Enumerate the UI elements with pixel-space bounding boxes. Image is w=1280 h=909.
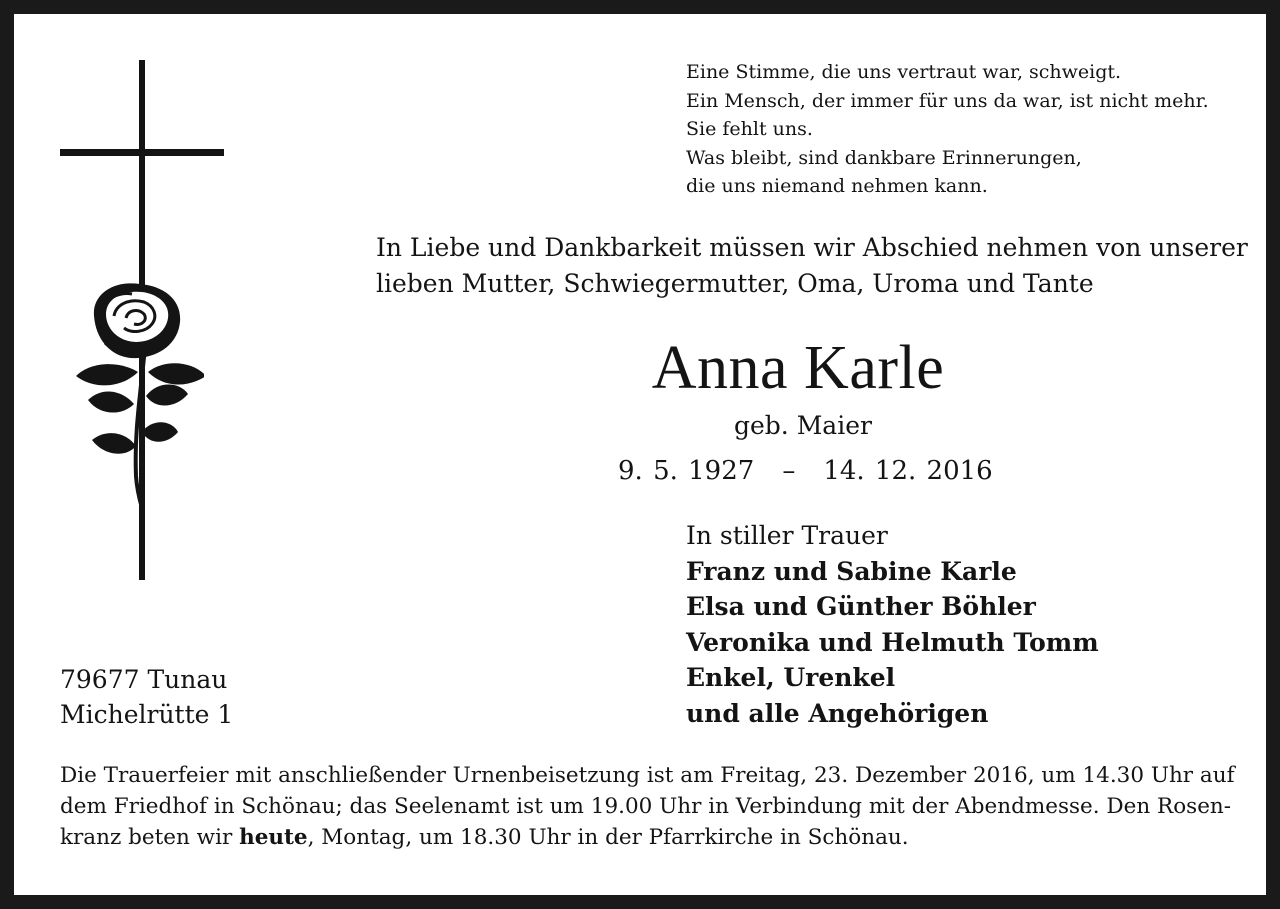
life-dates [618, 454, 993, 488]
mourner-name: Veronika und Helmuth Tomm [686, 627, 1099, 657]
mourner-name: Enkel, Urenkel [686, 663, 896, 692]
notice-text: kranz beten wir [60, 825, 240, 850]
birth-date: 9. 5. 1927 [618, 456, 755, 486]
intro-line: In Liebe und Dankbarkeit müssen wir Abschied nehmen von unserer [376, 233, 1248, 262]
birth-name: geb. Maier [734, 411, 872, 440]
death-date: 14. 12. 2016 [823, 456, 993, 486]
address-city: 79677 Tunau [60, 665, 228, 694]
poem-line: Sie fehlt uns. [686, 118, 813, 140]
address-street: Michelrütte 1 [60, 700, 234, 729]
poem-line: Ein Mensch, der immer für uns da war, ist nicht mehr. [686, 89, 1209, 112]
intro-line: lieben Mutter, Schwiegermutter, Oma, Uroma und Tante [376, 269, 1094, 298]
obituary-card [14, 14, 1266, 895]
notice-line [60, 822, 1230, 853]
mourning-lead: In stiller Trauer [686, 521, 888, 550]
notice-text: , Montag, um 18.30 Uhr in der Pfarrkirche in Schönau. [307, 825, 909, 850]
deceased-name: Anna Karle [651, 334, 945, 402]
poem-line: die uns niemand nehmen kann. [686, 175, 988, 197]
poem-line: Was bleibt, sind dankbare Erinnerungen, [686, 146, 1082, 169]
date-separator: – [782, 456, 796, 486]
notice-emphasis: heute [239, 825, 308, 850]
notice-line: dem Friedhof in Schönau; das Seelenamt ist um 19.00 Uhr in Verbindung mit der Abendmesse. Den Rosen- [60, 794, 1232, 819]
mourner-name: Elsa und Günther Böhler [686, 592, 1036, 621]
cross-horizontal-beam [60, 149, 224, 156]
poem-line: Eine Stimme, die uns vertraut war, schweigt. [686, 61, 1122, 83]
mourners-block [686, 518, 1099, 731]
poem [686, 58, 1209, 201]
mourner-name: Franz und Sabine Karle [686, 556, 1017, 586]
intro-text [376, 230, 1248, 302]
funeral-notice [60, 760, 1235, 853]
notice-line: Die Trauerfeier mit anschließender Urnenbeisetzung ist am Freitag, 23. Dezember 2016, um 14.30 Uhr auf [60, 763, 1235, 788]
mourner-name: und alle Angehörigen [686, 698, 989, 728]
address-block [60, 662, 233, 732]
